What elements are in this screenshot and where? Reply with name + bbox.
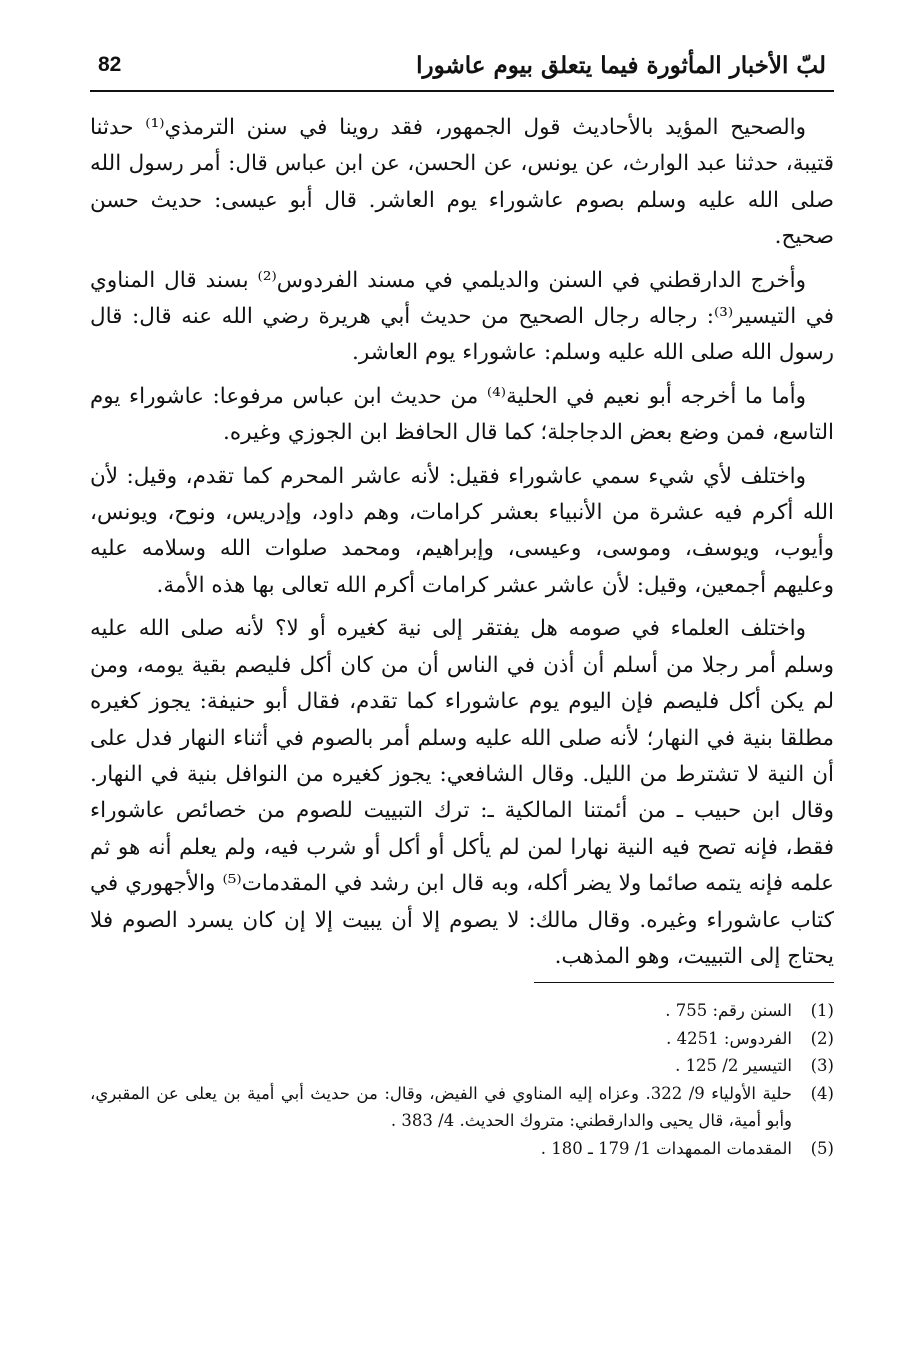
footnote	[90, 1052, 834, 1080]
footnote-number: (4)	[810, 1083, 834, 1103]
book-page	[90, 40, 834, 1162]
footnote	[90, 1025, 834, 1053]
footnote-text: السنن رقم: 755 .	[665, 1001, 792, 1021]
footnote	[90, 1135, 834, 1163]
footnote-text: الفردوس: 4251 .	[666, 1028, 792, 1048]
footnote-number: (2)	[810, 1028, 834, 1048]
footnote	[90, 1080, 834, 1135]
footnote-divider	[534, 982, 834, 983]
paragraph: وأما ما أخرجه أبو نعيم في الحلية⁽⁴⁾ من حديث ابن عباس مرفوعا: عاشوراء يوم التاسع، فمن وضع بعض الدجاجلة؛ كما قال الحافظ ابن الجوزي وغيره.	[90, 383, 834, 446]
paragraph: وأخرج الدارقطني في السنن والديلمي في مسند الفردوس⁽²⁾ بسند قال المناوي في التيسير⁽³⁾: رجاله رجال الصحيح من حديث أبي هريرة رضي الله عنه قال: قال رسول الله صلى الله عليه وسلم: عاشوراء يوم العاشر.	[90, 267, 834, 366]
footnote-text: التيسير 2/ 125 .	[675, 1056, 792, 1076]
footnote-number: (3)	[810, 1056, 834, 1076]
paragraph: والصحيح المؤيد بالأحاديث قول الجمهور، فقد روينا في سنن الترمذي⁽¹⁾ حدثنا قتيبة، حدثنا عبد الوارث، عن يونس، عن الحسن، عن ابن عباس قال: أمر رسول الله صلى الله عليه وسلم بصوم عاشوراء يوم العاشر. قال أبو عيسى: حديث حسن صحيح.	[90, 115, 834, 250]
footnote-text: المقدمات الممهدات 1/ 179 ـ 180 .	[540, 1138, 792, 1158]
paragraph: واختلف العلماء في صومه هل يفتقر إلى نية كغيره أو لا؟ لأنه صلى الله عليه وسلم أمر رجلا من أسلم أن أذن في الناس أن من كان أكل فليصم بقية يومه، ومن لم يكن أكل فليصم فإن اليوم يوم عاشوراء كما تقدم، فقال أبو حنيفة: يجوز كغيره مطلقا بنية في النهار؛ لأنه صلى الله عليه وسلم أمر بالصوم في أثناء النهار فدل على أن النية لا تشترط من الليل. وقال الشافعي: يجوز كغيره من النوافل بنية في النهار. وقال ابن حبيب ـ من أئمتنا المالكية ـ: ترك التبييت للصوم من خصائص عاشوراء فقط، فإنه تصح فيه النية نهارا لمن لم يأكل أو أكل أو شرب فيه، ولم يعلم أنه هو ثم علمه فإنه يتمه صائما ولا يضر أكله، وبه قال ابن رشد في المقدمات⁽⁵⁾ والأجهوري في كتاب عاشوراء وغيره. وقال مالك: لا يصوم إلا أن يبيت إلا إن كان يسرد الصوم فلا يحتاج إلى التبييت، وهو المذهب.	[90, 616, 834, 969]
footnote	[90, 997, 834, 1025]
main-text	[90, 110, 834, 975]
page-header	[90, 40, 834, 92]
footnotes	[90, 997, 834, 1162]
footnote-text: حلية الأولياء 9/ 322. وعزاه إليه المناوي في الفيض، وقال: من حديث أبي أمية بن يعلى عن المقبري، وأبو أمية، قال يحيى والدارقطني: متروك الحديث. 4/ 383 .	[90, 1083, 792, 1131]
footnote-number: (5)	[810, 1138, 834, 1158]
footnote-number: (1)	[810, 1001, 834, 1021]
running-title: لبّ الأخبار المأثورة فيما يتعلق بيوم عاشورا	[416, 51, 826, 79]
paragraph: واختلف لأي شيء سمي عاشوراء فقيل: لأنه عاشر المحرم كما تقدم، وقيل: لأن الله أكرم فيه عشرة من الأنبياء بعشر كرامات، وهم داود، وإدريس، ونوح، ويونس، وأيوب، ويوسف، وموسى، وعيسى، وإبراهيم، ومحمد صلوات الله وسلامه عليه وعليهم أجمعين، وقيل: لأن عاشر عشر كرامات أكرم الله تعالى بها هذه الأمة.	[90, 463, 834, 598]
page-number: 82	[98, 53, 122, 76]
